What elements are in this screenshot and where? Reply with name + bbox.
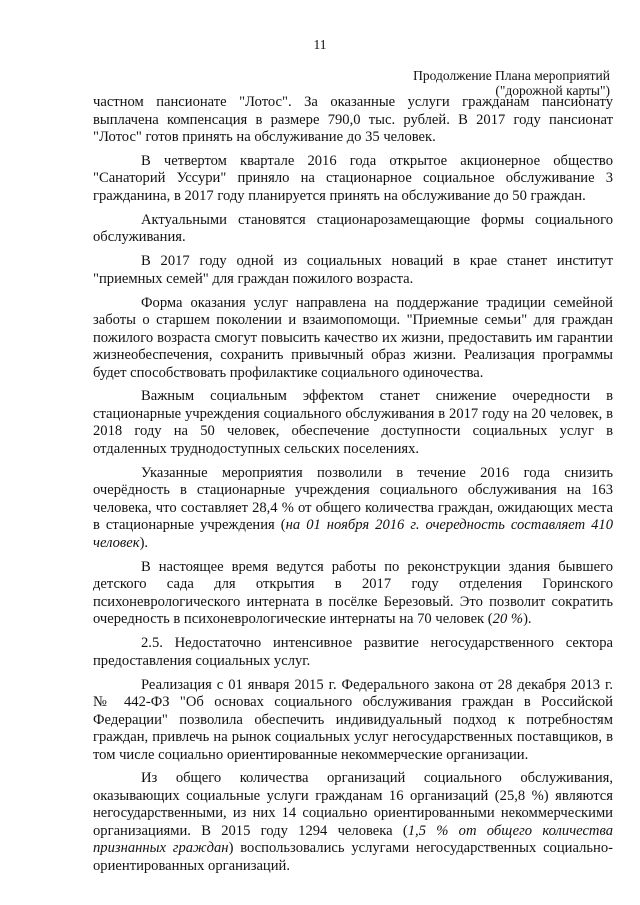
italic-text: на 01 ноября 2016 г. очередность составляет 410 человек [93, 517, 614, 551]
paragraph-text: ). [139, 534, 149, 551]
italic-text: 20 % [492, 611, 524, 628]
paragraph-text: Указанные мероприятия позволили в течение 2016 года снизить очерёдность в стационарные учреждения социального обслуживания на 163 человека, что составляет 28,4 % от общего количества граждан, ожидающих места в стационарные учреждения ( [93, 464, 613, 534]
body-text [93, 94, 613, 882]
paragraph-text: В настоящее время ведутся работы по реконструкции здания бывшего детского сада для открытия в 2017 году отделения Горинского психоневрологического интерната в посёлке Березовый. Это позволит сократить очередность в психоневрологические интернаты на 70 человек ( [93, 558, 613, 628]
paragraph-text: ) воспользовались услугами негосударственных социально-ориентированных организаций. [93, 840, 613, 874]
paragraph: Реализация с 01 января 2015 г. Федерального закона от 28 декабря 2013 г. № 442-ФЗ "Об основах социального обслуживания граждан в Российской Федерации" позволила обеспечить индивидуальный подход к потребностям граждан, привлечь на рынок социальных услуг негосударственных поставщиков, в том числе социально ориентированные некоммерческие организации. [93, 676, 613, 763]
paragraph [93, 465, 613, 553]
paragraph: Форма оказания услуг направлена на поддержание традиции семейной заботы о старшем поколении и взаимопомощи. "Приемные семьи" для граждан пожилого возраста смогут повысить качество их жизни, предоставить им гарантии жизнеобеспечения, сохранить привычный образ жизни. Реализация программы будет способствовать профилактике социального одиночества. [93, 294, 613, 381]
paragraph [93, 559, 613, 629]
paragraph-text: Из общего количества организаций социального обслуживания, оказывающих социальные услуги гражданам 16 организаций (25,8 %) являются негосударственными, из них 14 социально ориентированными некоммерческими организациями. В 2015 году 1294 человека ( [93, 770, 613, 839]
paragraph: В 2017 году одной из социальных новаций в крае станет институт "приемных семей" для граждан пожилого возраста. [93, 253, 613, 287]
paragraph: Актуальными становятся стационарозамещающие формы социального обслуживания. [93, 211, 613, 246]
running-header-line-2: ("дорожной карты") [495, 83, 610, 98]
paragraph: Важным социальным эффектом станет снижение очередности в стационарные учреждения социального обслуживания в 2017 году на 20 человек, в 2018 году на 50 человек, обеспечение доступности социальных услуг в отдаленных труднодоступных сельских поселениях. [93, 388, 613, 457]
paragraph [93, 770, 613, 875]
italic-text: 1,5 % от общего количества признанных граждан [93, 822, 613, 857]
page-number: 11 [313, 37, 327, 52]
paragraph: В четвертом квартале 2016 года открытое акционерное общество "Санаторий Уссури" приняло на стационарное социальное обслуживание 3 гражданина, в 2017 году планируется принять на обслуживание до 50 граждан. [93, 152, 613, 204]
paragraph-text: ). [523, 611, 532, 628]
running-header-line-1: Продолжение Плана мероприятий [413, 68, 610, 83]
paragraph: частном пансионате "Лотос". За оказанные услуги гражданам пансионату выплачена компенсация в размере 790,0 тыс. рублей. В 2017 году пансионат "Лотос" готов принять на обслуживание до 35 человек. [93, 94, 613, 145]
section-heading: 2.5. Недостаточно интенсивное развитие негосударственного сектора предоставления социальных услуг. [93, 635, 613, 669]
